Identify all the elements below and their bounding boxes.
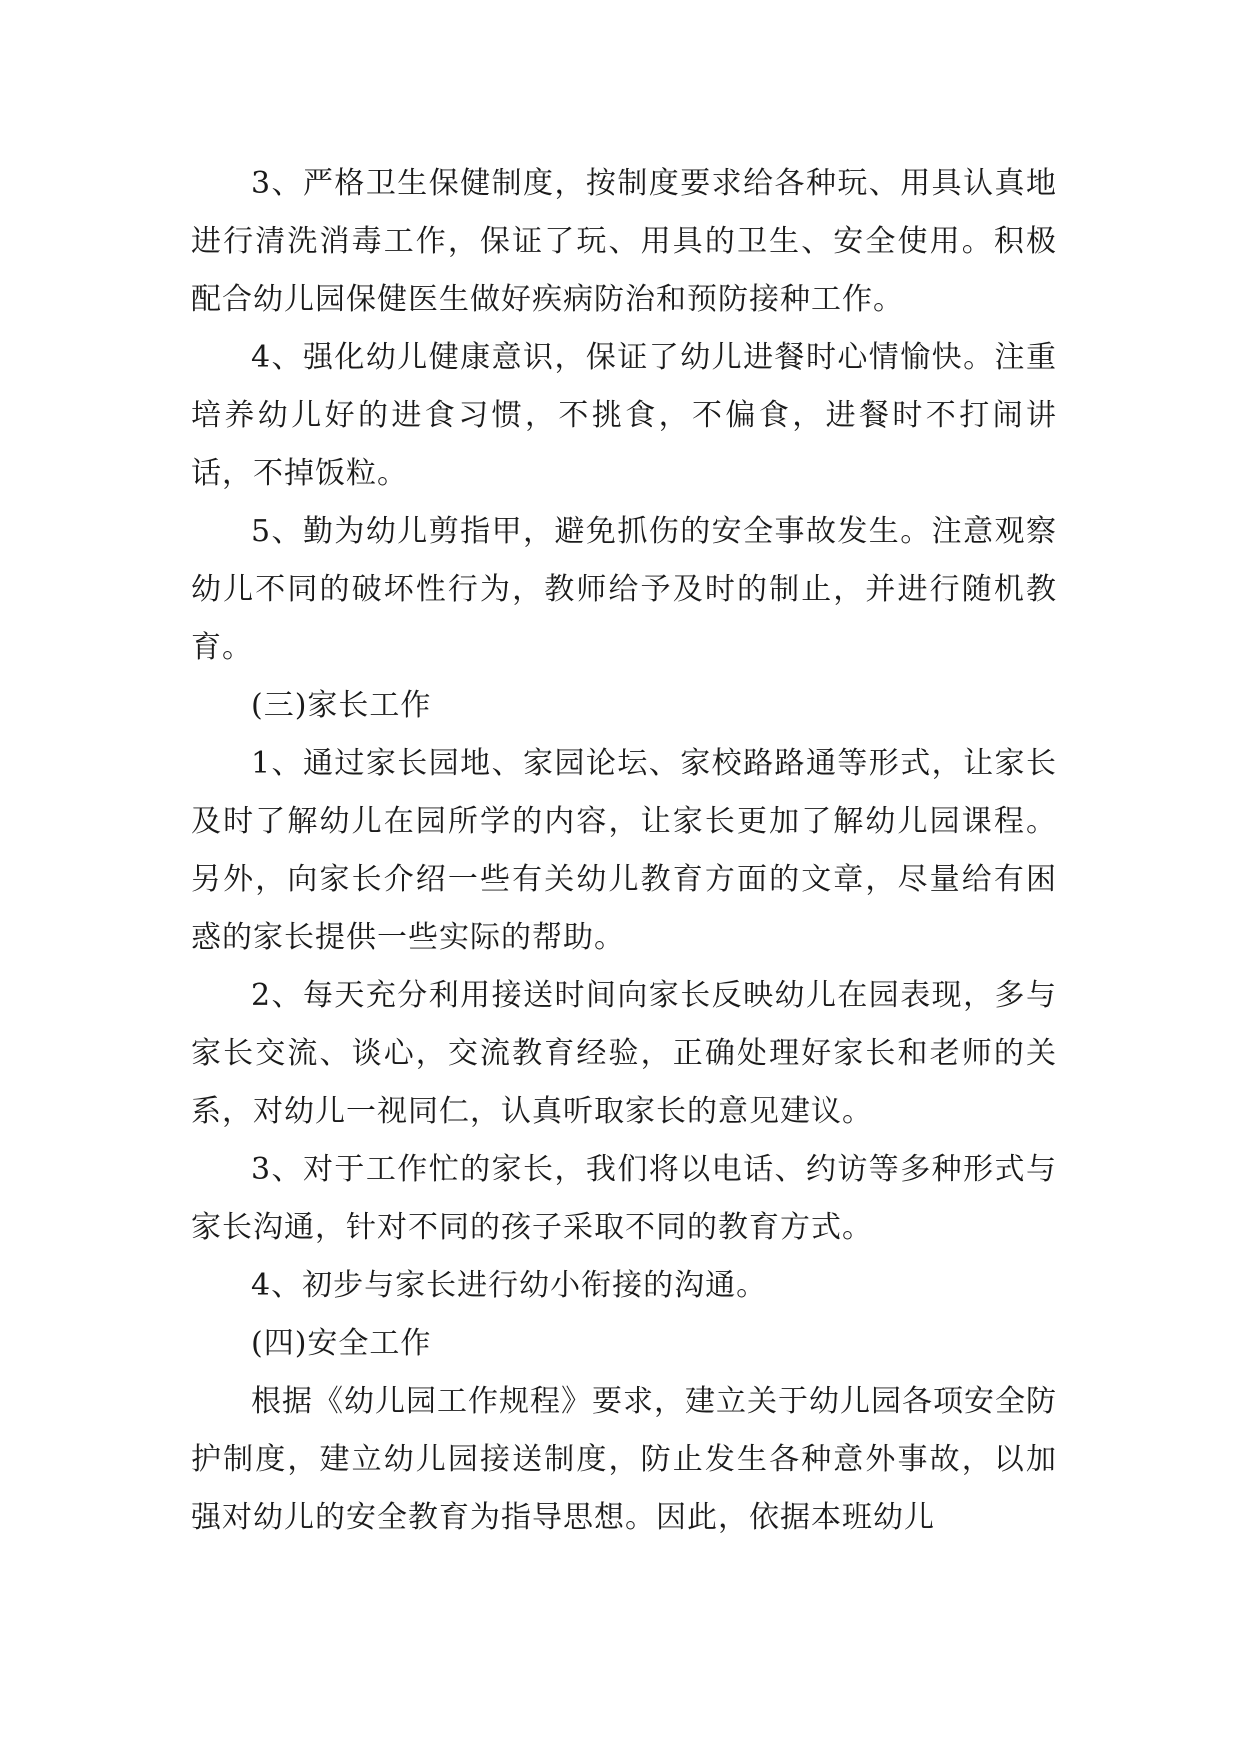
paragraph-nail-trimming: 5、勤为幼儿剪指甲，避免抓伤的安全事故发生。注意观察幼儿不同的破坏性行为，教师给予及时的制止，并进行随机教育。 [191, 514, 1057, 665]
paragraph-hygiene-disinfection: 3、严格卫生保健制度，按制度要求给各种玩、用具认真地进行清洗消毒工作，保证了玩、用具的卫生、安全使用。积极配合幼儿园保健医生做好疾病防治和预防接种工作。 [191, 166, 1057, 317]
document-body [191, 155, 1057, 1547]
paragraph-health-awareness: 4、强化幼儿健康意识，保证了幼儿进餐时心情愉快。注重培养幼儿好的进食习惯，不挑食，不偏食，进餐时不打闹讲话，不掉饭粒。 [191, 340, 1057, 491]
section-heading-parent-work: (三)家长工作 [251, 688, 432, 723]
paragraph-busy-parents: 3、对于工作忙的家长，我们将以电话、约访等多种形式与家长沟通，针对不同的孩子采取不同的教育方式。 [191, 1152, 1057, 1245]
paragraph-transition-communication: 4、初步与家长进行幼小衔接的沟通。 [251, 1268, 768, 1303]
section-heading-safety-work: (四)安全工作 [251, 1326, 432, 1361]
paragraph-safety-regulations: 根据《幼儿园工作规程》要求，建立关于幼儿园各项安全防护制度，建立幼儿园接送制度，防止发生各种意外事故，以加强对幼儿的安全教育为指导思想。因此，依据本班幼儿 [191, 1384, 1057, 1535]
paragraph-parent-communication-channels: 1、通过家长园地、家园论坛、家校路路通等形式，让家长及时了解幼儿在园所学的内容，让家长更加了解幼儿园课程。另外，向家长介绍一些有关幼儿教育方面的文章，尽量给有困惑的家长提供一些实际的帮助。 [191, 746, 1057, 955]
paragraph-daily-parent-feedback: 2、每天充分利用接送时间向家长反映幼儿在园表现，多与家长交流、谈心，交流教育经验，正确处理好家长和老师的关系，对幼儿一视同仁，认真听取家长的意见建议。 [191, 978, 1057, 1129]
